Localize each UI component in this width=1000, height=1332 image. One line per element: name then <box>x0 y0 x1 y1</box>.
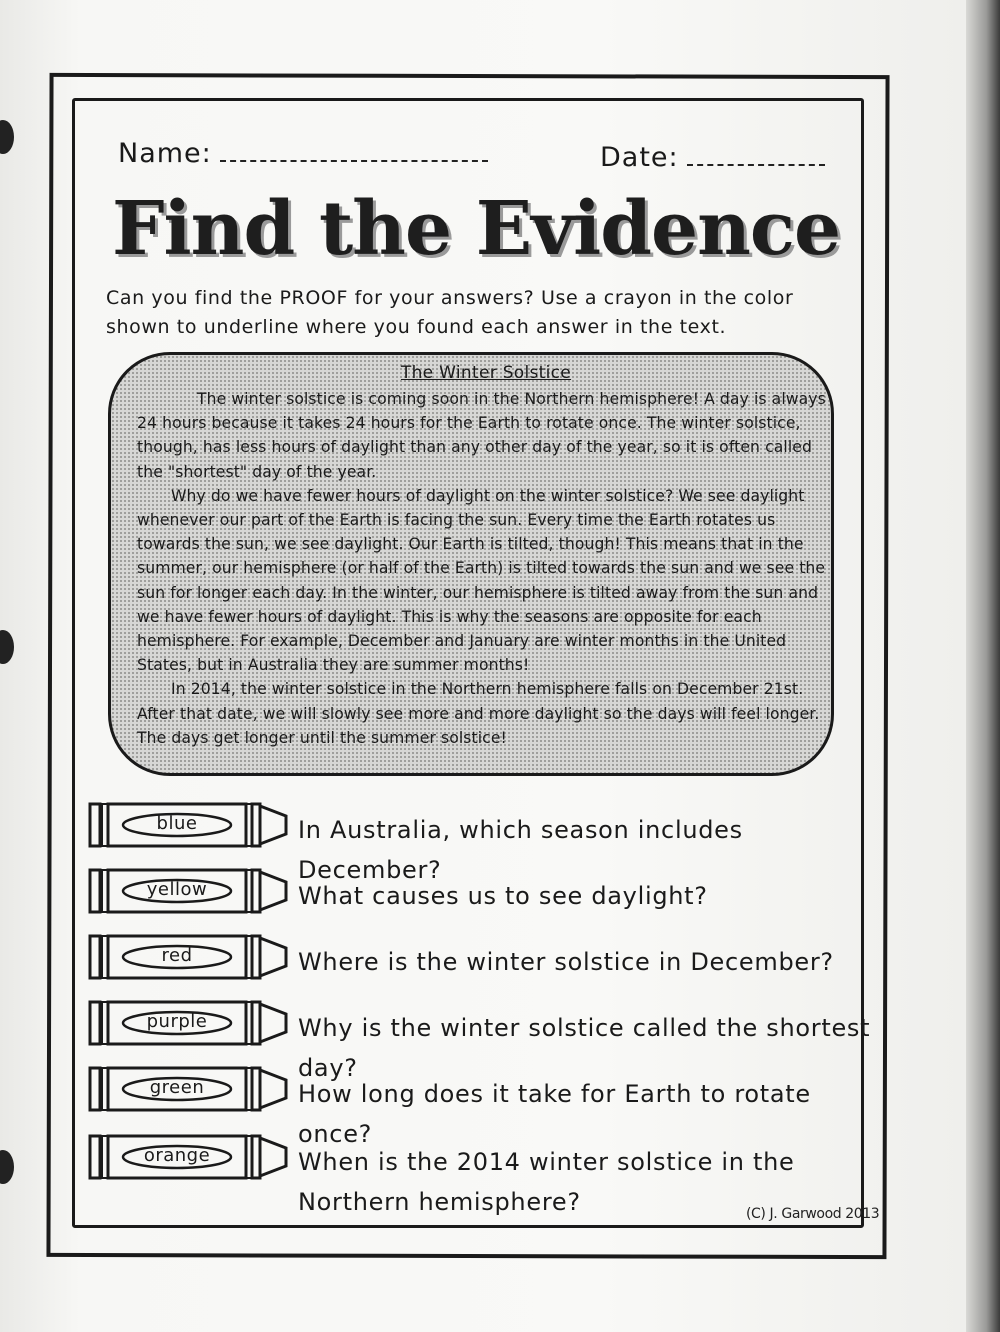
instructions: Can you find the PROOF for your answers? Use a crayon in the color shown to underline where you found each answer in the text. <box>106 287 794 338</box>
reading-passage <box>108 352 834 776</box>
crayon-color-label: yellow <box>146 879 208 900</box>
crayon-color-label: green <box>149 1077 205 1098</box>
binder-edge <box>966 0 1000 1332</box>
question-text: When is the 2014 winter solstice in the Northern hemisphere? <box>298 1148 795 1216</box>
question-text: Why is the winter solstice called the shortest day? <box>298 1014 871 1082</box>
question-row <box>88 998 878 1082</box>
page-title: Find the Evidence <box>112 186 841 272</box>
passage-paragraph: In 2014, the winter solstice in the Northern hemisphere falls on December 21st. After that date, we will slowly see more and more daylight so the days will feel longer. The days get longer until the summer solstice! <box>137 680 820 747</box>
passage-paragraph: The winter solstice is coming soon in the Northern hemisphere! A day is always 24 hours because it takes 24 hours for the Earth to rotate once. The winter solstice, though, has less hours of daylight than any other day of the year, so it is often called the "shortest" day of the year. <box>137 390 826 481</box>
passage-body <box>137 387 827 750</box>
question-row <box>88 800 878 884</box>
copyright: (C) J. Garwood 2013 <box>746 1206 880 1222</box>
question-text: What causes us to see daylight? <box>298 882 708 910</box>
crayon-color-label: orange <box>143 1145 211 1166</box>
passage-title: The Winter Solstice <box>400 363 572 383</box>
name-blank[interactable] <box>220 146 488 162</box>
question-row <box>88 866 878 922</box>
date-blank[interactable] <box>687 150 825 166</box>
crayon-color-label: purple <box>146 1011 208 1032</box>
question-row <box>88 932 878 988</box>
question-text: Where is the winter solstice in December? <box>298 948 834 976</box>
question-row <box>88 1064 878 1148</box>
crayon-color-label: blue <box>156 813 198 834</box>
crayon-color-label: red <box>161 945 193 966</box>
date-field[interactable] <box>600 142 825 173</box>
passage-paragraph: Why do we have fewer hours of daylight on the winter solstice? We see daylight whenever our part of the Earth is facing the sun. Every time the Earth rotates us towards the sun, we see daylight. Our Earth is tilted, though! This means that in the summer, our hemisphere (or half of the Earth) is tilted towards the sun and we see the sun for longer each day. In the winter, our hemisphere is tilted away from the sun and we have fewer hours of daylight. This is why the seasons are opposite for each hemisphere. For example, December and January are winter months in the United States, but in Australia they are summer months! <box>137 486 826 675</box>
name-field[interactable] <box>118 138 488 169</box>
question-text: How long does it take for Earth to rotate once? <box>298 1080 811 1148</box>
question-text: In Australia, which season includes December? <box>298 816 743 884</box>
date-label: Date: <box>600 142 679 173</box>
name-label: Name: <box>118 138 212 169</box>
